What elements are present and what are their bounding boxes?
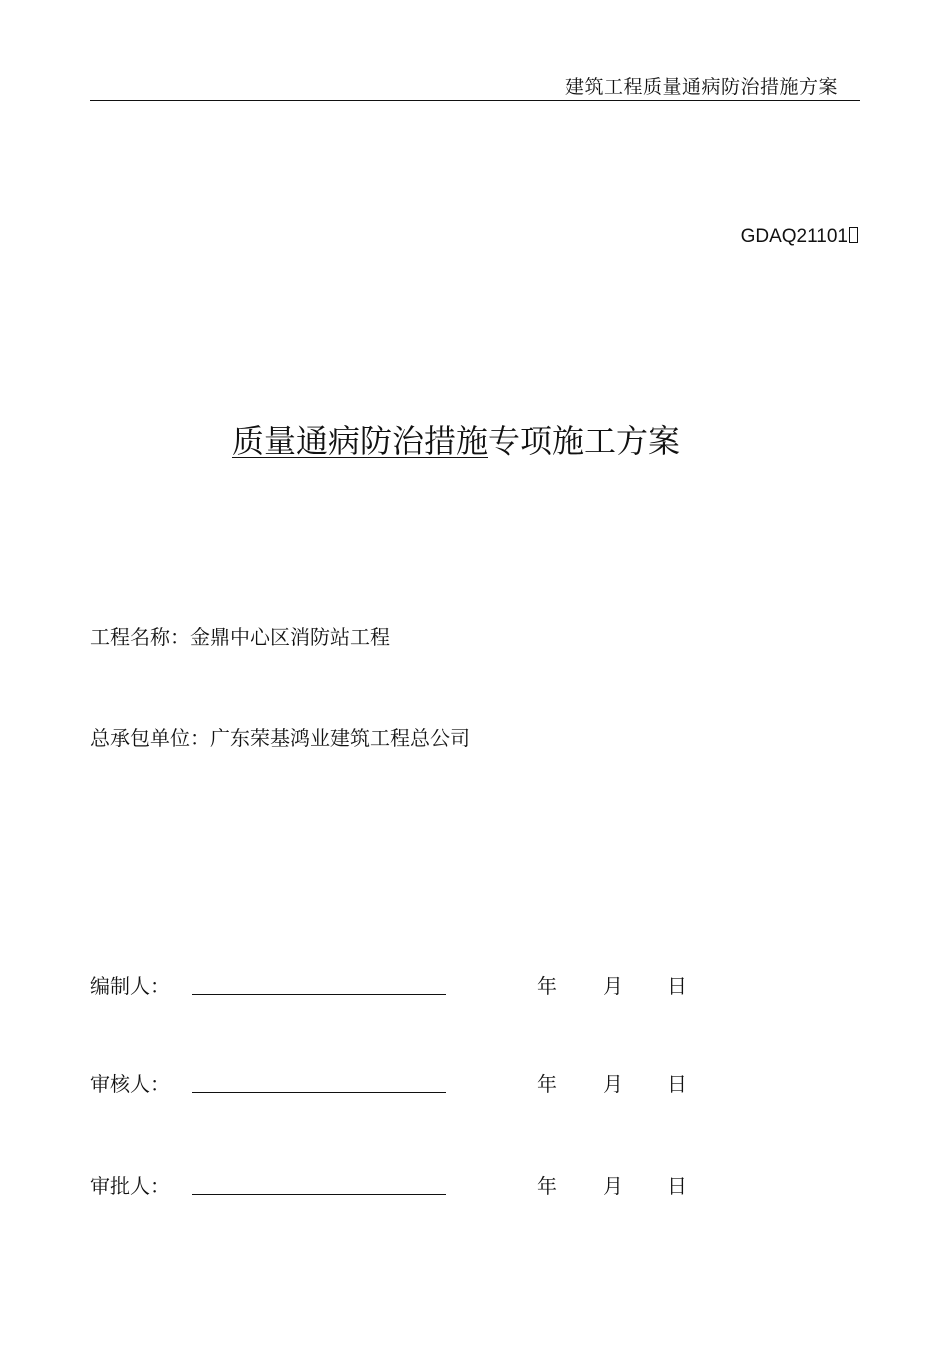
date-day-label: 日 bbox=[667, 1072, 687, 1096]
running-header-title: 建筑工程质量通病防治措施方案 bbox=[564, 76, 838, 98]
contractor-value: 广东荣基鸿业建筑工程总公司 bbox=[210, 726, 470, 750]
document-title-underlined: 质量通病防治措施 bbox=[231, 422, 488, 460]
date-day-label: 日 bbox=[667, 974, 687, 998]
date-year-label: 年 bbox=[537, 1072, 557, 1096]
signature-row-reviewer bbox=[90, 1068, 790, 1098]
document-code-text: GDAQ21101 bbox=[740, 226, 848, 247]
project-name-label: 工程名称： bbox=[90, 625, 190, 649]
contractor-label: 总承包单位： bbox=[90, 726, 210, 750]
date-month-label: 月 bbox=[603, 1072, 623, 1096]
header-divider bbox=[90, 100, 860, 101]
signature-row-approver bbox=[90, 1170, 790, 1200]
date-year-label: 年 bbox=[537, 974, 557, 998]
document-code bbox=[741, 226, 858, 248]
contractor-line bbox=[90, 722, 470, 751]
date-month-label: 月 bbox=[603, 1174, 623, 1198]
placeholder-box-icon bbox=[849, 227, 858, 243]
signature-label: 审核人： bbox=[90, 1072, 170, 1096]
project-name-value: 金鼎中心区消防站工程 bbox=[190, 625, 390, 649]
date-month-label: 月 bbox=[603, 974, 623, 998]
signature-row-compiler bbox=[90, 970, 790, 1000]
document-title bbox=[0, 416, 912, 462]
date-day-label: 日 bbox=[667, 1174, 687, 1198]
signature-label: 审批人： bbox=[90, 1174, 170, 1198]
project-name-line bbox=[90, 621, 390, 650]
document-title-rest: 专项施工方案 bbox=[488, 422, 681, 460]
signature-blank-line[interactable] bbox=[192, 1194, 446, 1195]
signature-blank-line[interactable] bbox=[192, 1092, 446, 1093]
signature-blank-line[interactable] bbox=[192, 994, 446, 995]
date-year-label: 年 bbox=[537, 1174, 557, 1198]
signature-label: 编制人： bbox=[90, 974, 170, 998]
